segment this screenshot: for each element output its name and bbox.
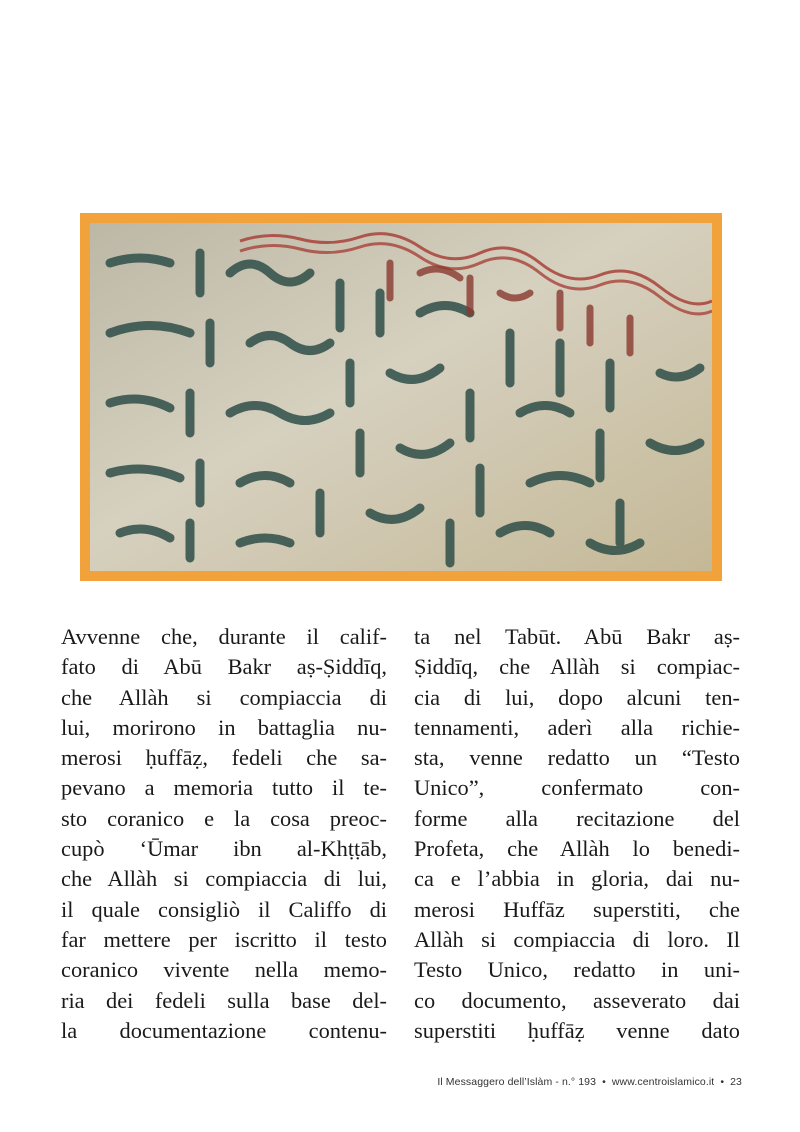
text-line: cupò ‘Ūmar ibn al-Khṭṭāb, (61, 836, 387, 862)
text-line: forme alla recitazione del (414, 805, 740, 831)
text-line: tennamenti, aderì alla richie- (414, 714, 740, 740)
footer-bullet: • (602, 1076, 606, 1088)
text-line: Unico”, confermato con- (414, 775, 740, 801)
text-line: coranico vivente nella memo- (61, 957, 387, 983)
text-line: ria dei fedeli sulla base del- (61, 987, 387, 1013)
text-line: far mettere per iscritto il testo (61, 926, 387, 952)
footer-bullet: • (720, 1076, 725, 1088)
text-line: merosi Huffāz superstiti, che (414, 896, 740, 922)
text-line: che Allàh si compiaccia di (61, 684, 387, 710)
page-number: 23 (730, 1076, 742, 1088)
text-line: co documento, asseverato dai (414, 987, 740, 1013)
text-line: sto coranico e la cosa preoc- (61, 805, 387, 831)
text-line: lui, morirono in battaglia nu- (61, 714, 387, 740)
text-line: che Allàh si compiaccia di lui, (61, 866, 387, 892)
text-line: sta, venne redatto un “Testo (414, 745, 740, 771)
text-line: pevano a memoria tutto il te- (61, 775, 387, 801)
publication-name: Il Messaggero dell’Islàm - n.° 193 (437, 1076, 597, 1088)
text-line: la documentazione contenu- (61, 1017, 387, 1043)
text-column-left (61, 622, 387, 1046)
text-line: fato di Abū Bakr aṣ-Ṣiddīq, (61, 654, 387, 680)
page-footer (437, 1076, 742, 1088)
text-line: Profeta, che Allàh lo benedi- (414, 836, 740, 862)
website-link[interactable]: www.centroislamico.it (611, 1076, 715, 1088)
text-line: ta nel Tabūt. Abū Bakr aṣ- (414, 624, 740, 649)
text-line: ca e l’abbia in gloria, dai nu- (414, 866, 740, 892)
text-line: Allàh si compiaccia di loro. Il (414, 926, 740, 952)
text-line: Testo Unico, redatto in uni- (414, 957, 740, 983)
text-line: il quale consigliò il Califfo di (61, 896, 387, 922)
text-line: merosi ḥuffāẓ, fedeli che sa- (61, 745, 387, 771)
text-line: Avvenne che, durante il calif- (61, 624, 387, 649)
text-line: cia di lui, dopo alcuni ten- (414, 684, 740, 710)
text-column-right (414, 622, 740, 1046)
text-line: Ṣiddīq, che Allàh si compiac- (414, 654, 740, 680)
manuscript-photo (80, 213, 722, 581)
manuscript-image (90, 223, 712, 571)
text-line: superstiti ḥuffāẓ venne dato (414, 1017, 740, 1043)
